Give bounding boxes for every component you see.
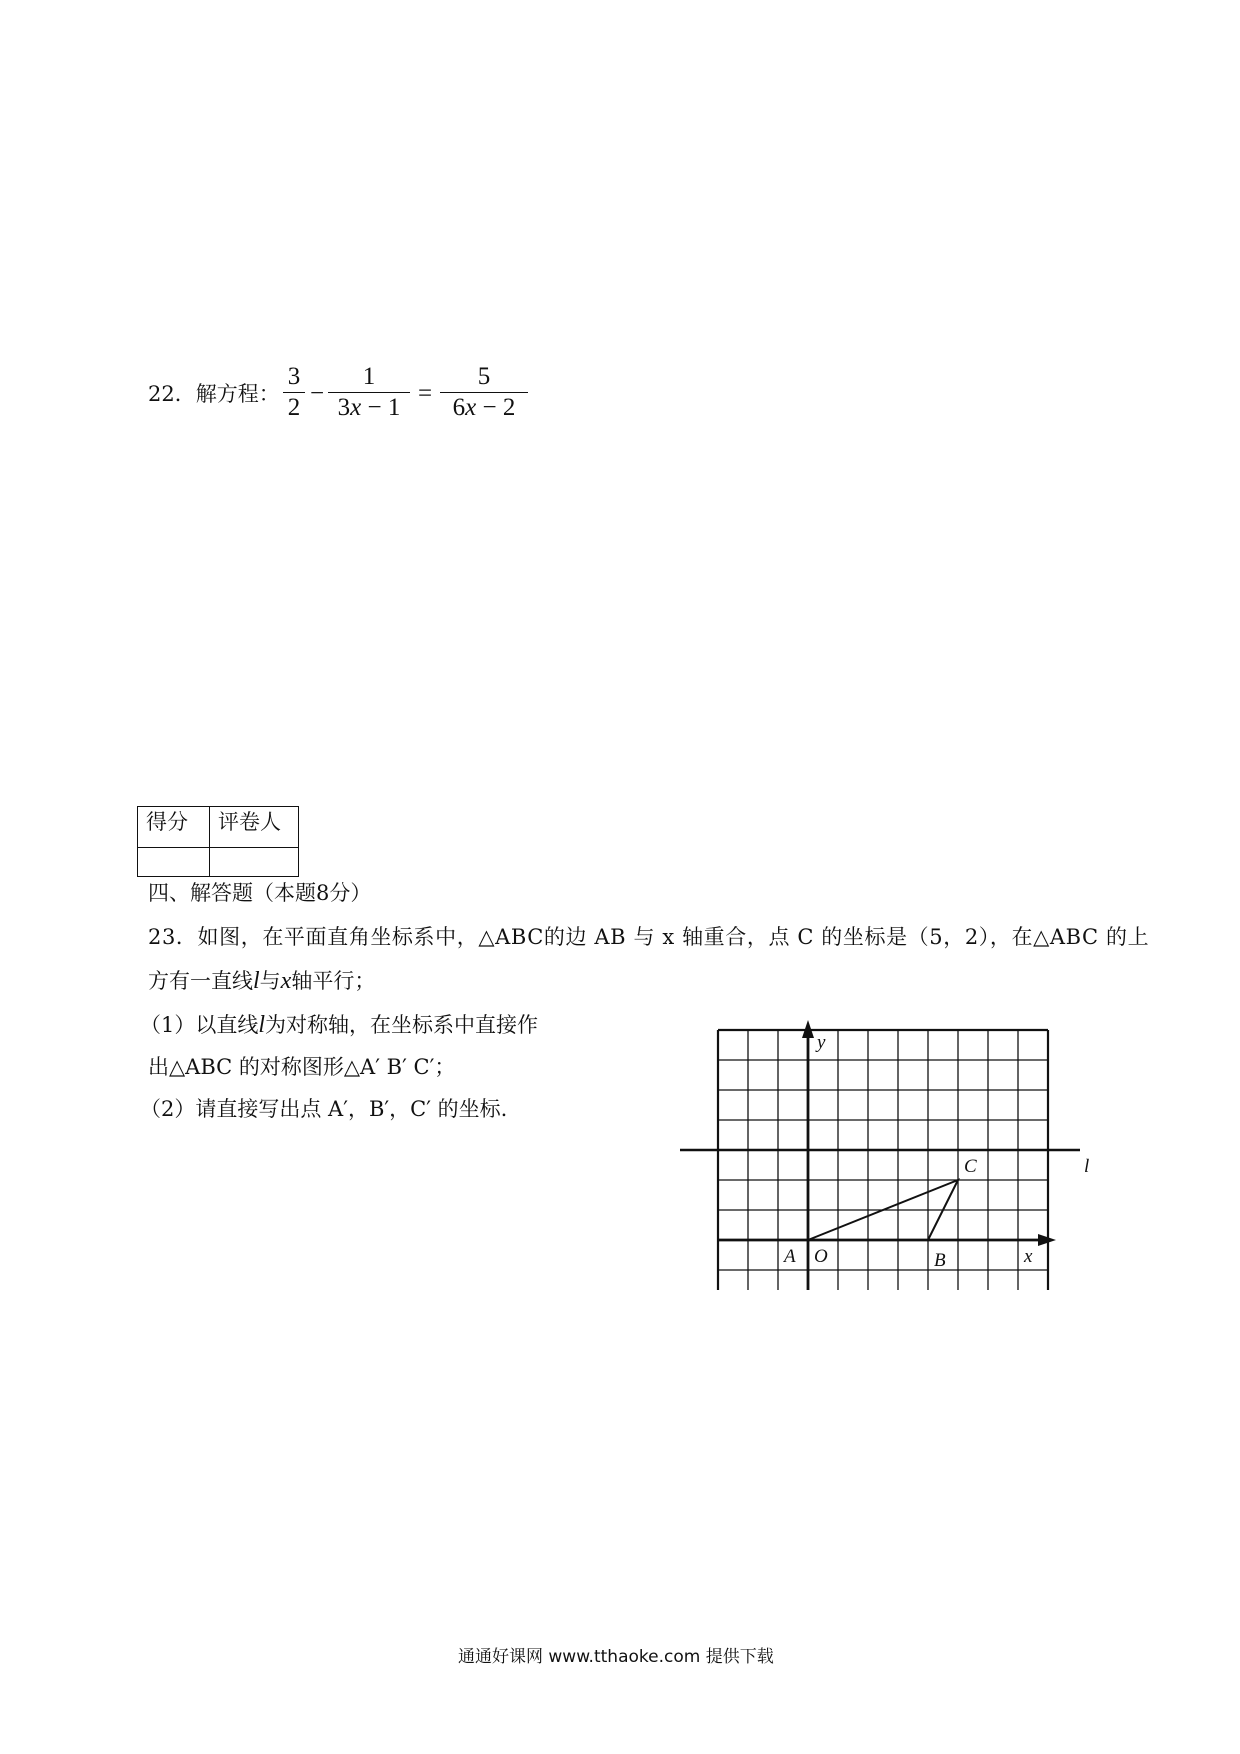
score-cell: [138, 848, 210, 877]
problem-23-line2: 方有一直线l与x轴平行；: [148, 968, 376, 994]
y-axis-label: y: [817, 1032, 826, 1053]
problem-22-label: 22．解方程：: [148, 382, 280, 406]
section-heading: 四、解答题（本题8分）: [148, 881, 372, 905]
footer-text: 通通好课网 www.tthaoke.com 提供下载: [458, 1647, 774, 1667]
point-a-label: A: [784, 1246, 796, 1267]
origin-label: O: [814, 1246, 828, 1267]
fraction-1-over-3x-minus-1: 1 3x − 1: [326, 362, 412, 423]
problem-23-line1: 23．如图，在平面直角坐标系中，△ABC的边 AB 与 x 轴重合，点 C 的坐标是（5，2），在△ABC 的上: [148, 925, 1150, 949]
x-axis-label: x: [1024, 1246, 1033, 1267]
question-1-line2: 出△ABC 的对称图形△A′ B′ C′；: [148, 1055, 456, 1079]
grader-header: 评卷人: [210, 807, 299, 848]
fraction-5-over-6x-minus-2: 5 6x − 2: [438, 362, 530, 423]
question-2: （2）请直接写出点 A′，B′，C′ 的坐标.: [140, 1097, 508, 1121]
fraction-3-over-2: 3 2: [281, 362, 307, 423]
grid-lines: [718, 1030, 1048, 1290]
point-b-label: B: [934, 1250, 946, 1271]
coordinate-grid-figure: [670, 1010, 1090, 1290]
grader-cell: [210, 848, 299, 877]
minus-sign: −: [310, 380, 325, 407]
score-table: [137, 806, 299, 877]
line-l-label: l: [1084, 1156, 1090, 1177]
point-c-label: C: [964, 1156, 977, 1177]
equals-sign: =: [418, 380, 433, 407]
question-1-line1: （1）以直线l为对称轴，在坐标系中直接作: [140, 1012, 539, 1038]
score-header: 得分: [138, 807, 210, 848]
